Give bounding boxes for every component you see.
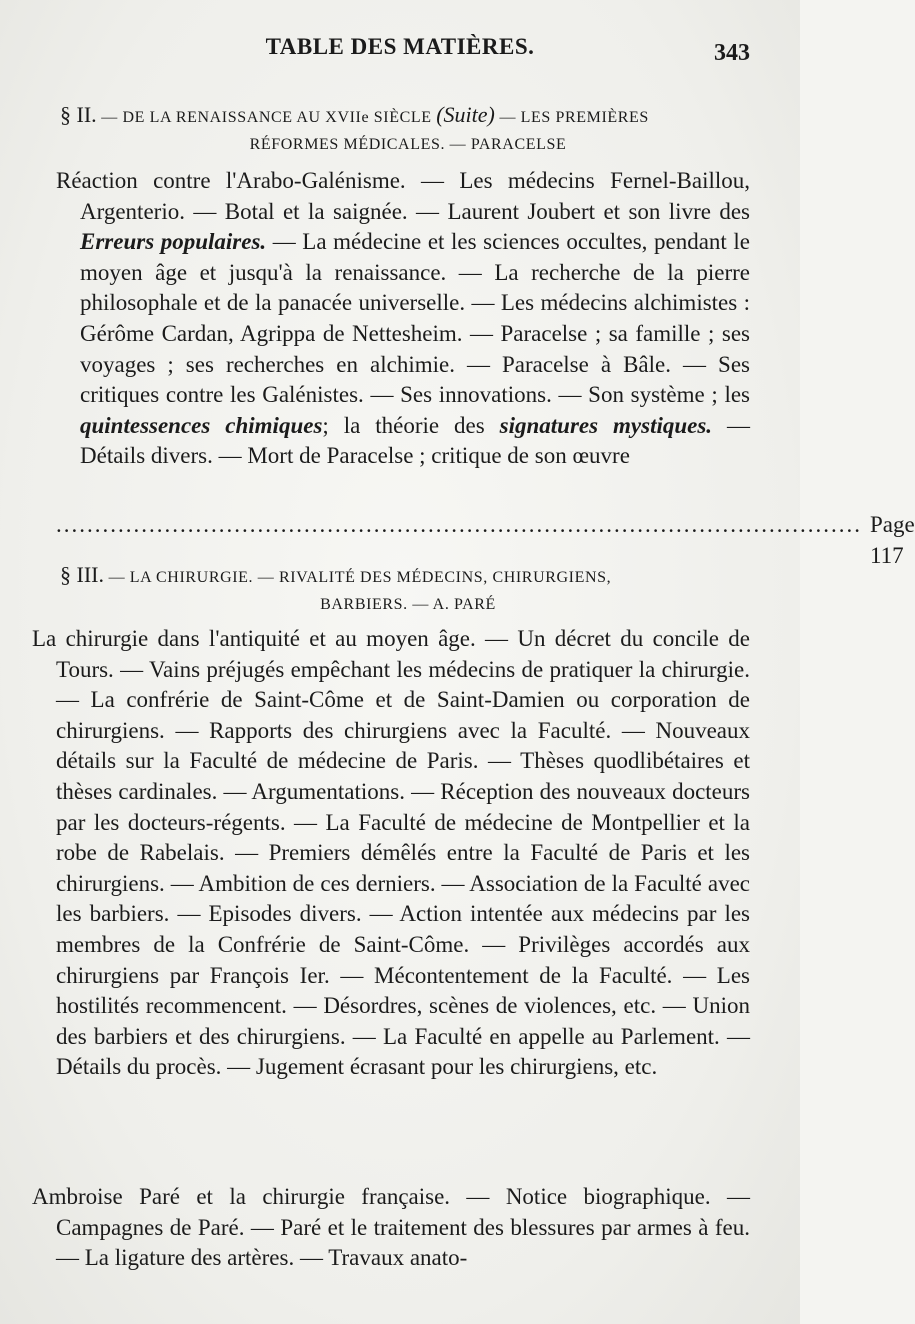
- page-number: 343: [714, 40, 750, 66]
- emphasis-term: signatures mystiques.: [499, 412, 713, 438]
- section-title-italic: (Suite): [436, 102, 495, 127]
- section-subtitle: RÉFORMES MÉDICALES. — PARACELSE: [249, 136, 567, 153]
- running-head: [0, 34, 800, 74]
- page-reference: Page 117: [870, 512, 915, 568]
- summary-text: — Détails divers. — Mort de Paracelse ; critique de son œuvre: [80, 412, 750, 469]
- section-heading-2: [60, 102, 756, 154]
- summary-paragraph: Ambroise Paré et la chirurgie française. — Notice biographique. — Campagnes de Paré. — Paré et le traitement des blessures par armes à feu. — La ligature des artères. — Travaux anato-: [32, 1184, 750, 1271]
- section-heading-3: [60, 562, 756, 614]
- section-title-part: — LA CHIRURGIE. — RIVALITÉ DES MÉDECINS, CHIRURGIENS,: [108, 569, 612, 586]
- summary-text: — La médecine et les sciences occultes, pendant le moyen âge et jusqu'à la renaissance. — La recherche de la pierre philosophale et de la panacée universelle. — Les médecins alchimistes : Gérôme Cardan, Agrippa de Nettesheim. — Paracelse ; sa famille ; ses voyages ; ses recherches en alchimie. — Paracelse à Bâle. — Ses critiques contre les Galénistes. — Ses innovations. — Son système ; les: [80, 229, 750, 408]
- emphasis-term: quintessences chimiques: [80, 412, 323, 438]
- summary-paragraph: La chirurgie dans l'antiquité et au moyen âge. — Un décret du concile de Tours. — Vains préjugés empêchant les médecins de pratiquer la chirurgie. — La confrérie de Saint-Côme et de Saint-Damien ou corporation de chirurgiens. — Rapports des chirurgiens avec la Faculté. — Nouveaux détails sur la Faculté de médecine de Paris. — Thèses quodlibétaires et thèses cardinales. — Argumentations. — Réception des nouveaux docteurs par les docteurs-régents. — La Faculté de médecine de Montpellier et la robe de Rabelais. — Premiers démêlés entre la Faculté de Paris et les chirurgiens. — Ambition de ces derniers. — Association de la Faculté avec les barbiers. — Episodes divers. — Action intentée aux médecins par les membres de la Confrérie de Saint-Côme. — Privilèges accordés aux chirurgiens par François Ier. — Mécontentement de la Faculté. — Les hostilités recommencent. — Désordres, scènes de violences, etc. — Union des barbiers et des chirurgiens. — La Faculté en appelle au Parlement. — Détails du procès. — Jugement écrasant pour les chirurgiens, etc.: [32, 626, 750, 1080]
- section-mark: § III.: [60, 562, 104, 587]
- section-title-part: — LES PREMIÈRES: [499, 109, 649, 126]
- summary-text: ; la théorie des: [322, 412, 485, 438]
- section-subtitle: BARBIERS. — A. PARÉ: [320, 596, 496, 613]
- running-title: TABLE DES MATIÈRES.: [265, 34, 535, 59]
- summary-paragraph: [56, 166, 750, 472]
- section-mark: § II.: [60, 102, 97, 127]
- summary-text: Réaction contre l'Arabo-Galénisme. — Les médecins Fernel-Baillou, Argenterio. — Botal et la saignée. — Laurent Joubert et son livre des: [56, 168, 750, 224]
- dot-leader: ........................................................................................................: [56, 512, 862, 537]
- book-title: Erreurs populaires.: [80, 229, 267, 255]
- section-title-part: — DE LA RENAISSANCE AU XVIIe SIÈCLE: [101, 109, 432, 126]
